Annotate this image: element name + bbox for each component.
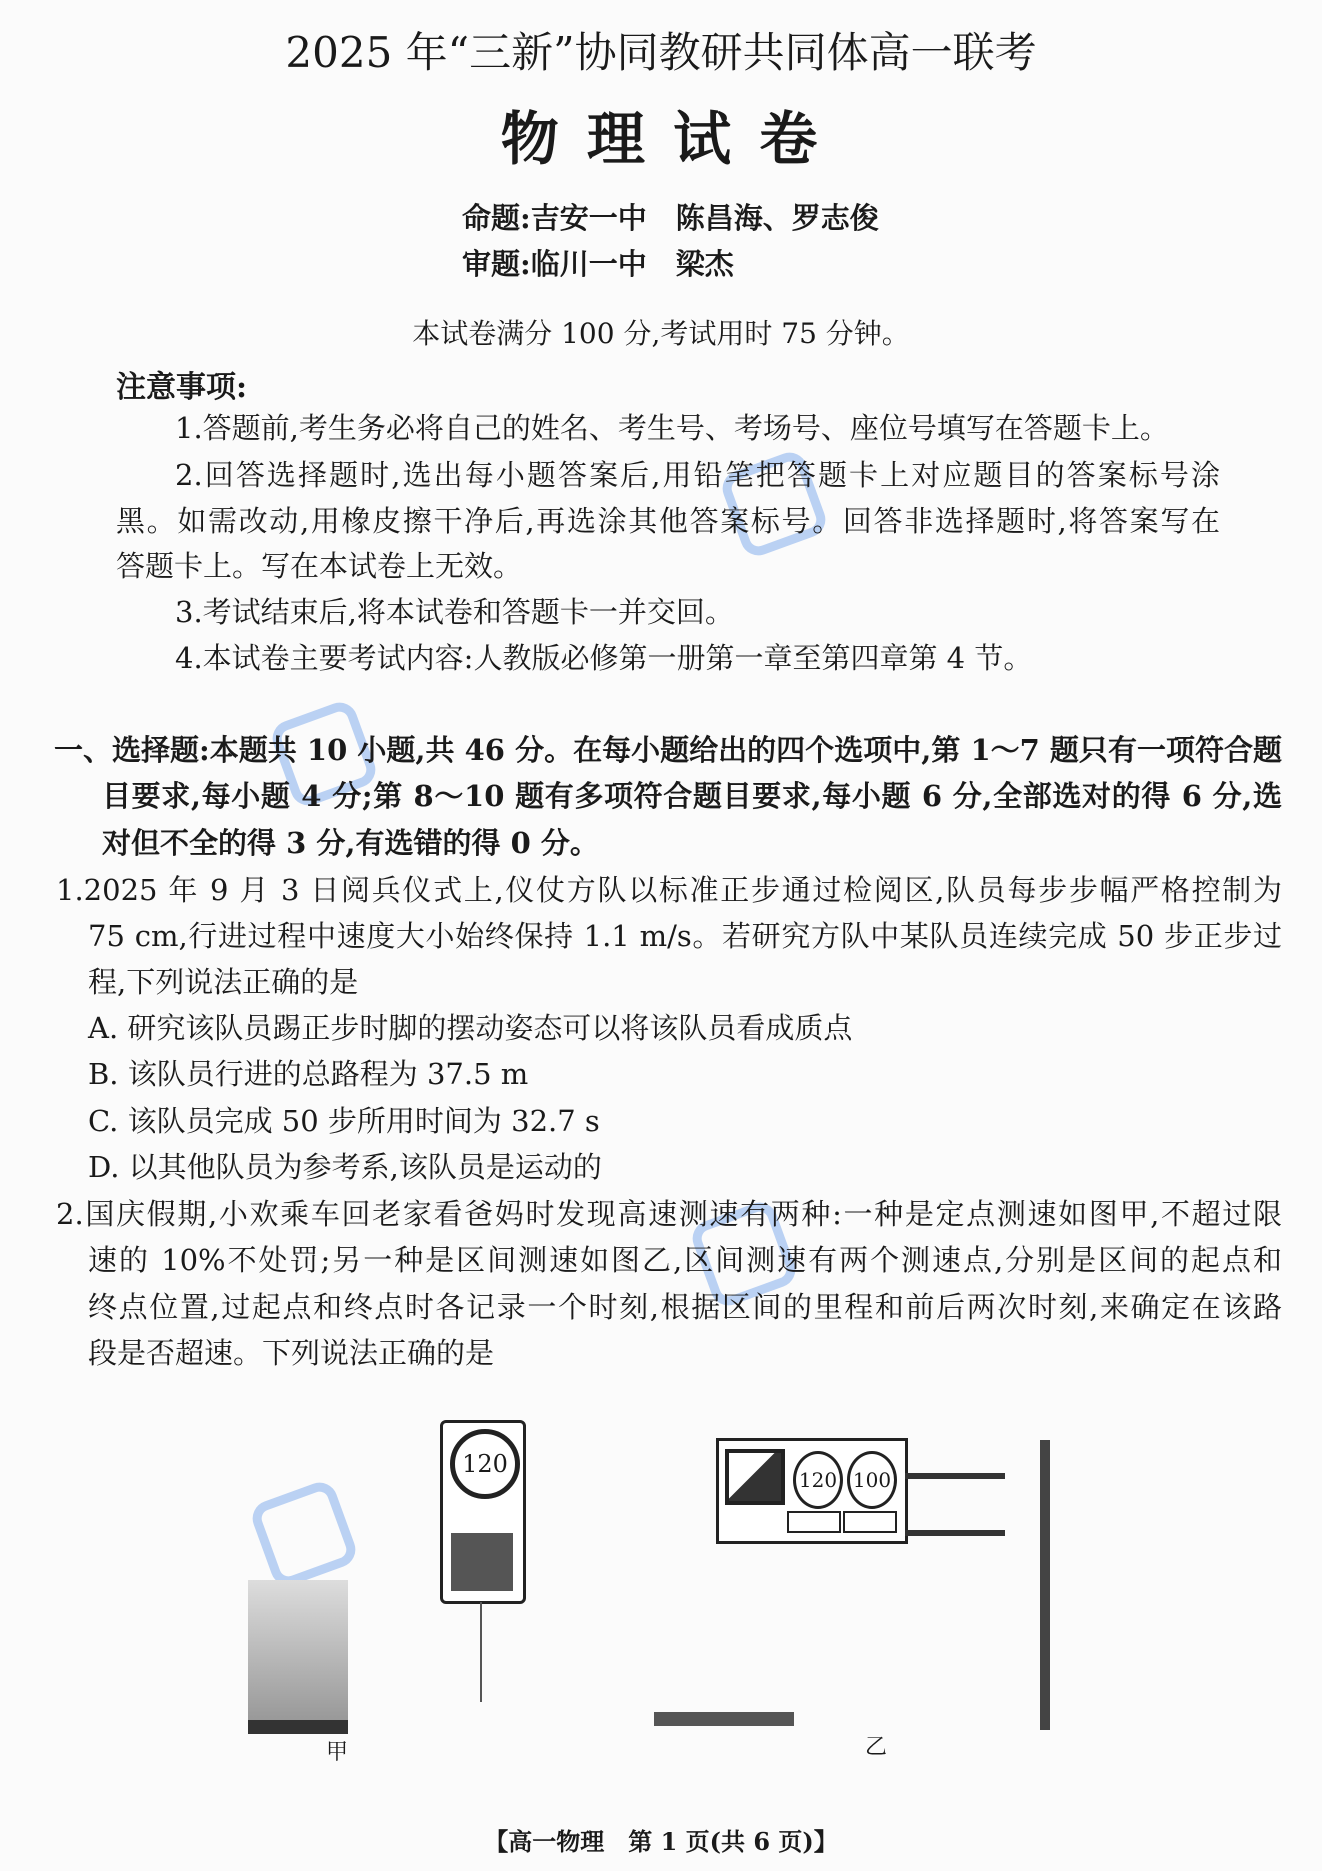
note-line: 黑。如需改动,用橡皮擦干净后,再选涂其他答案标号。回答非选择题时,将答案写在 [116, 504, 1220, 538]
section-heading-line: 对但不全的得 3 分,有选错的得 0 分。 [102, 826, 599, 860]
vehicle-label [787, 1511, 841, 1533]
sign-pole [480, 1602, 482, 1702]
question-2-line: 2.国庆假期,小欢乘车回老家看爸妈时发现高速测速有两种:一种是定点测速如图甲,不超过限 [56, 1197, 1282, 1231]
ground-barrier [654, 1712, 794, 1726]
note-line: 2.回答选择题时,选出每小题答案后,用铅笔把答题卡上对应题目的答案标号涂 [175, 458, 1220, 492]
gantry-pole [1040, 1440, 1050, 1730]
speed-limit-sign [440, 1420, 526, 1604]
option-b: B. 该队员行进的总路程为 37.5 m [88, 1057, 529, 1091]
question-1-line: 75 cm,行进过程中速度大小始终保持 1.1 m/s。若研究方队中某队员连续完成 50 步正步过 [88, 919, 1282, 953]
note-line: 3.考试结束后,将本试卷和答题卡一并交回。 [175, 595, 734, 629]
note-line: 1.答题前,考生务必将自己的姓名、考生号、考场号、座位号填写在答题卡上。 [175, 411, 1169, 445]
gantry-arm [905, 1473, 1005, 1479]
exam-info: 本试卷满分 100 分,考试用时 75 分钟。 [412, 317, 910, 350]
question-2-line: 段是否超速。下列说法正确的是 [88, 1336, 495, 1370]
question-1-line: 1.2025 年 9 月 3 日阅兵仪式上,仪仗方队以标准正步通过检阅区,队员每步步幅严格控制为 [56, 873, 1282, 907]
question-2-line: 速的 10%不处罚;另一种是区间测速如图乙,区间测速有两个测速点,分别是区间的起点和 [88, 1243, 1282, 1277]
speed-limit-circle: 100 [847, 1451, 897, 1509]
vehicle-label [843, 1511, 897, 1533]
note-line: 答题卡上。写在本试卷上无效。 [116, 549, 523, 583]
question-1-line: 程,下列说法正确的是 [88, 965, 359, 999]
option-c: C. 该队员完成 50 步所用时间为 32.7 s [88, 1104, 600, 1138]
notes-heading: 注意事项: [116, 370, 248, 405]
option-d: D. 以其他队员为参考系,该队员是运动的 [88, 1150, 602, 1184]
question-2-line: 终点位置,过起点和终点时各记录一个时刻,根据区间的里程和前后两次时刻,来确定在该路 [88, 1290, 1282, 1324]
gantry-arm [905, 1530, 1005, 1536]
camera-icon [725, 1449, 785, 1505]
figure-caption: 甲 [326, 1740, 349, 1765]
section-heading-line: 一、选择题:本题共 10 小题,共 46 分。在每小题给出的四个选项中,第 1～7 题只有一项符合题 [54, 733, 1282, 767]
author-line: 命题:吉安一中 陈昌海、罗志俊 [462, 201, 879, 235]
speed-limit-circle: 120 [450, 1429, 520, 1499]
note-line: 4.本试卷主要考试内容:人教版必修第一册第一章至第四章第 4 节。 [175, 641, 1033, 675]
figure-section-speed-camera [650, 1430, 1100, 1760]
option-a: A. 研究该队员踢正步时脚的摆动姿态可以将该队员看成质点 [88, 1011, 853, 1045]
speed-limit-circle: 120 [793, 1451, 843, 1509]
page-footer: 【高一物理 第 1 页(共 6 页)】 [484, 1827, 838, 1856]
sign-panel [451, 1533, 513, 1591]
road-scene [248, 1580, 348, 1734]
exam-title: 2025 年“三新”协同教研共同体高一联考 [285, 28, 1037, 77]
figure-fixed-speed-camera [248, 1420, 548, 1765]
gantry-sign [716, 1438, 908, 1544]
figure-caption: 乙 [865, 1735, 888, 1760]
section-heading-line: 目要求,每小题 4 分;第 8～10 题有多项符合题目要求,每小题 6 分,全部选对的得 6 分,选 [102, 779, 1282, 813]
reviewer-line: 审题:临川一中 梁杰 [462, 247, 734, 281]
subject-title: 物 理 试 卷 [500, 105, 822, 173]
